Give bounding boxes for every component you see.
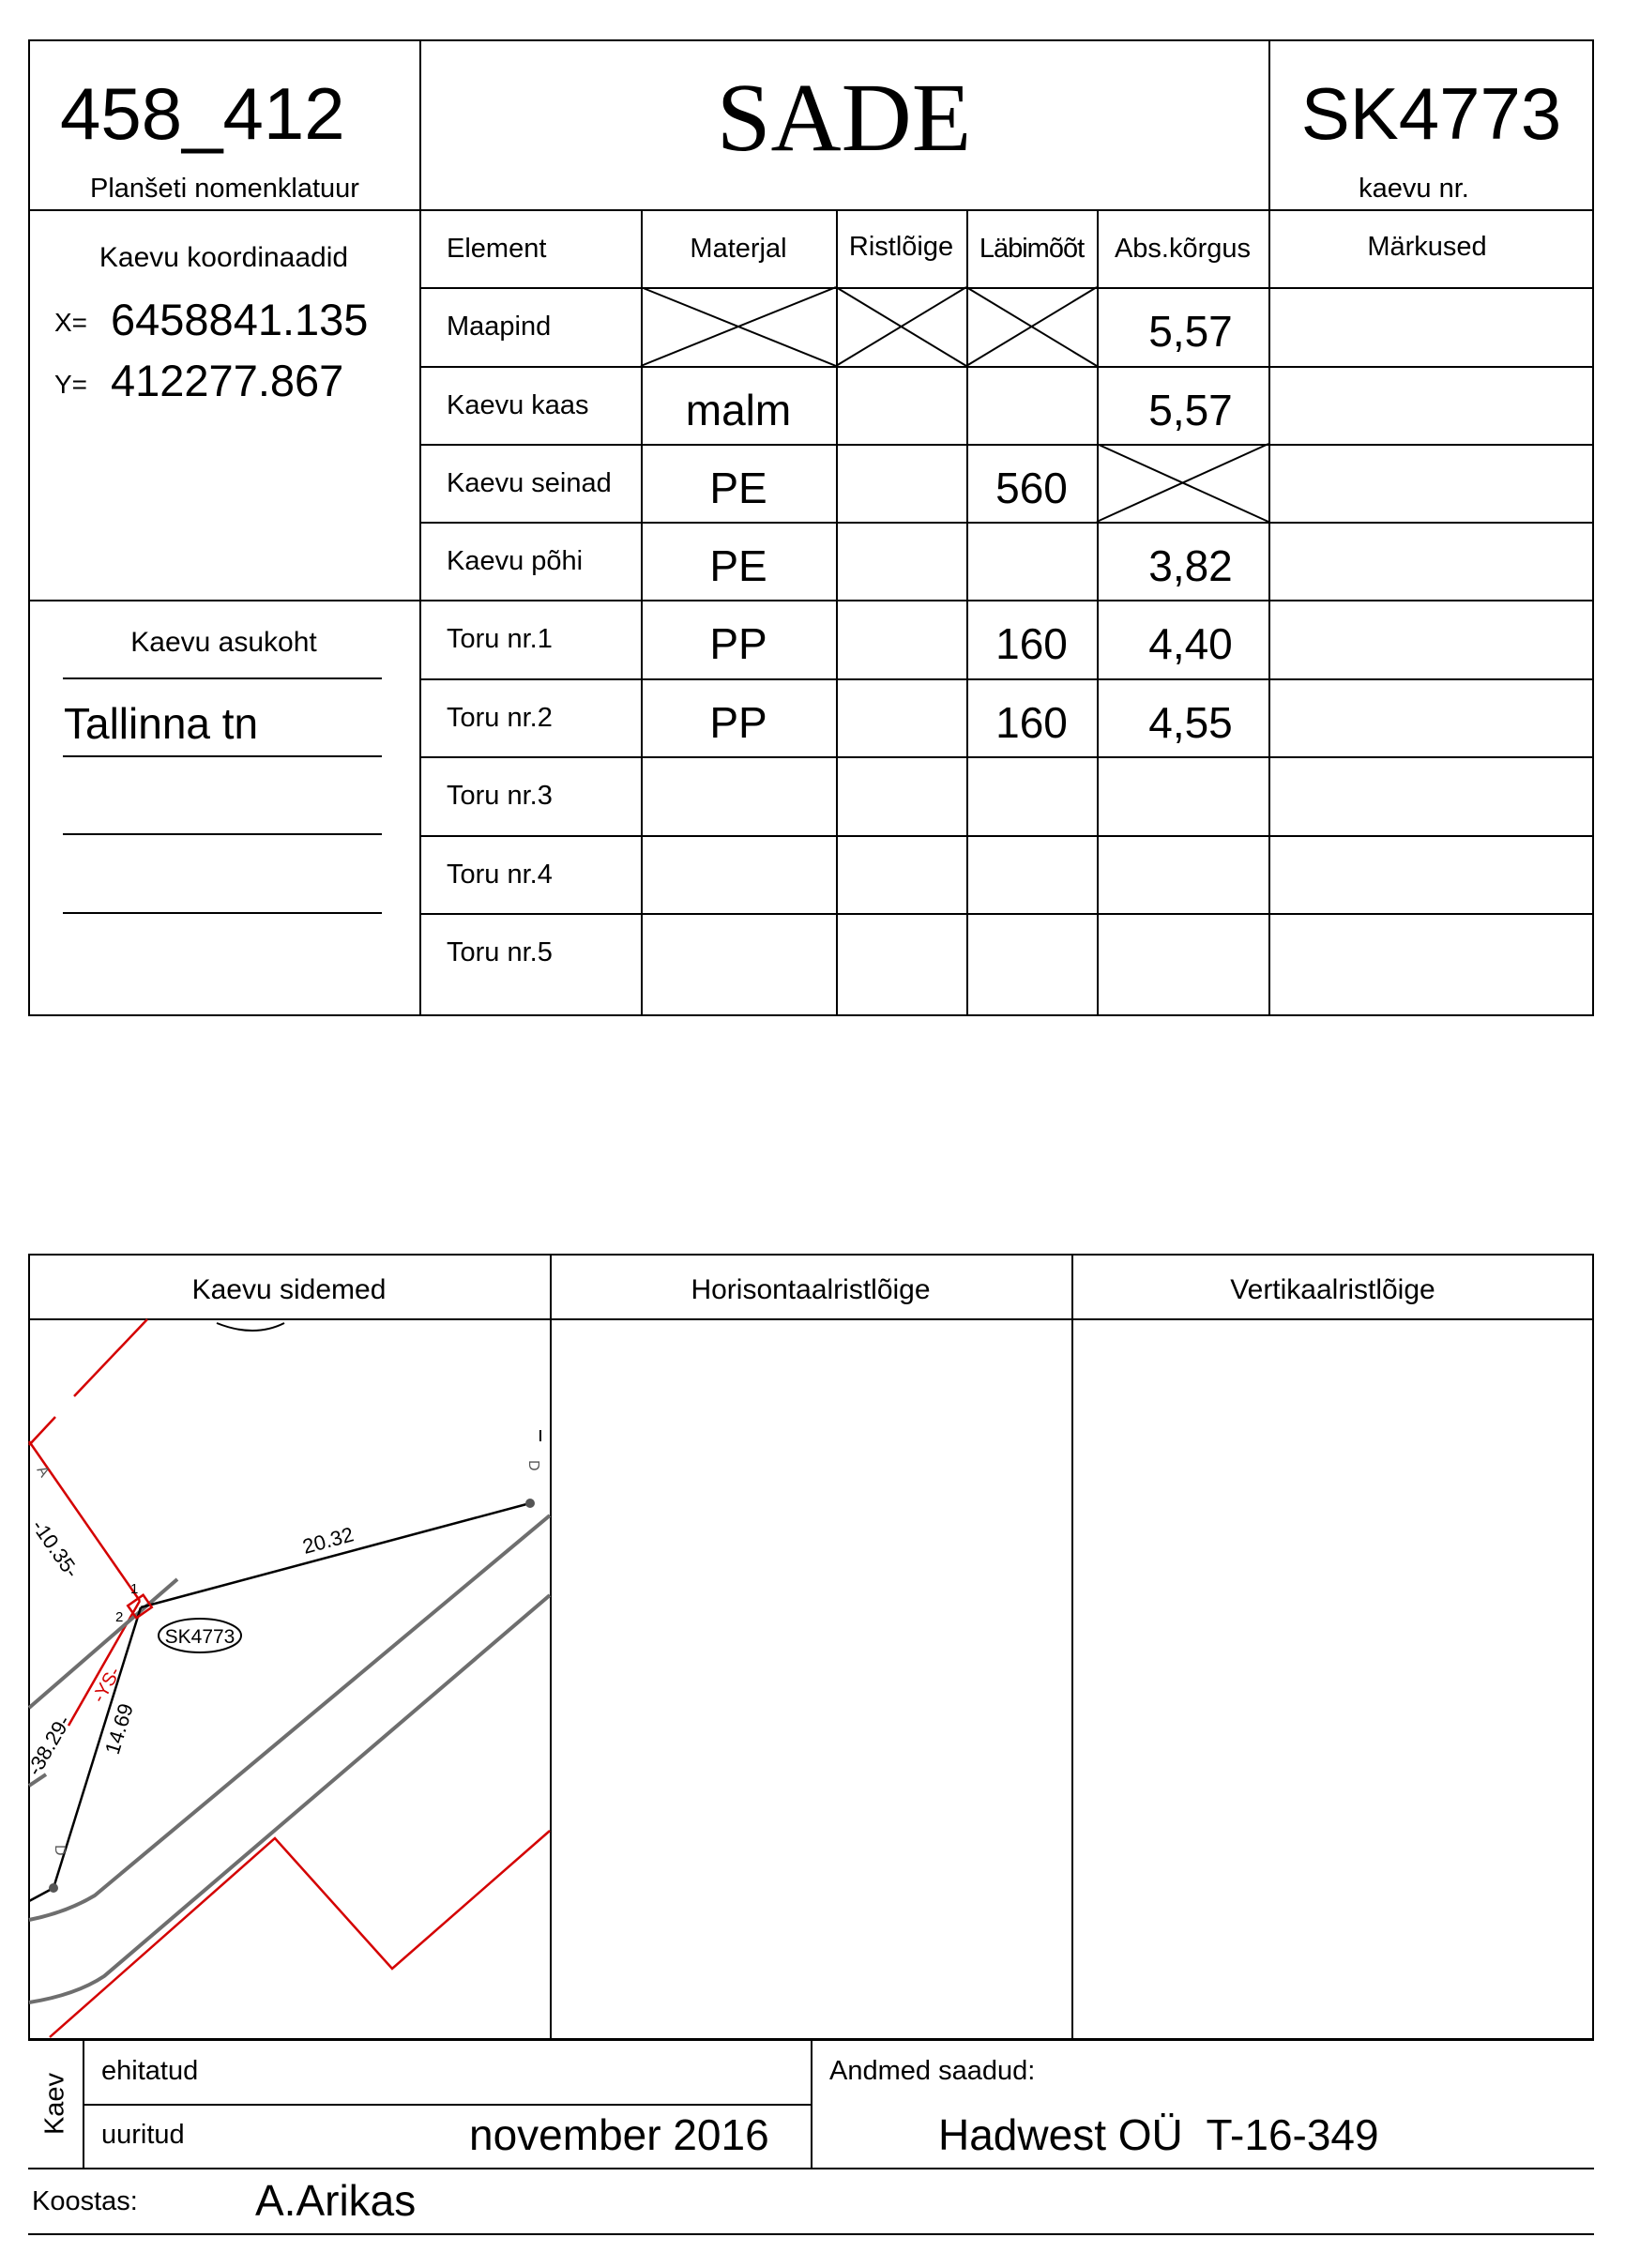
height-value: 5,57 xyxy=(1148,307,1233,356)
location-label: Kaevu asukoht xyxy=(130,627,317,658)
col-header-material: Materjal xyxy=(690,234,787,264)
x-coordinate: 6458841.135 xyxy=(111,295,369,344)
height-value: 4,40 xyxy=(1148,619,1233,668)
diameter-value: 160 xyxy=(995,698,1068,747)
footer-line-mid xyxy=(83,2104,811,2106)
col-header-cross: Ristlõige xyxy=(848,232,954,262)
col-title-horizontal: Horisontaalristlõige xyxy=(691,1274,931,1305)
author-label: Koostas: xyxy=(32,2186,138,2216)
crossed-cells xyxy=(0,0,1640,1032)
map-label-pipe: -YS- xyxy=(88,1663,126,1707)
col-header-notes: Märkused xyxy=(1367,232,1487,262)
map-label-letter: D xyxy=(52,1845,68,1856)
map-label-letter: D xyxy=(525,1460,541,1471)
diameter-value: 560 xyxy=(995,464,1068,512)
survey-point xyxy=(525,1499,535,1508)
material-value: malm xyxy=(685,386,792,434)
element-name: Kaevu põhi xyxy=(447,546,584,576)
sheet-number: 458_412 xyxy=(60,72,345,155)
element-name: Toru nr.2 xyxy=(447,703,553,733)
well-number: SK4773 xyxy=(1300,72,1562,155)
site-sketch-map xyxy=(22,1319,550,2039)
y-coordinate: 412277.867 xyxy=(111,356,344,405)
footer-line-author xyxy=(28,2233,1594,2235)
drawing-divider-1 xyxy=(550,1254,552,2040)
author-value: A.Arikas xyxy=(255,2176,417,2225)
height-value: 4,55 xyxy=(1148,698,1233,747)
col-title-ties: Kaevu sidemed xyxy=(191,1274,387,1305)
element-name: Toru nr.1 xyxy=(447,624,553,654)
built-label: ehitatud xyxy=(101,2056,199,2086)
col-title-vertical: Vertikaalristlõige xyxy=(1230,1274,1435,1305)
height-value: 3,82 xyxy=(1148,541,1233,590)
material-value: PE xyxy=(709,541,767,590)
element-name: Toru nr.5 xyxy=(447,937,553,967)
element-name: Kaevu kaas xyxy=(447,390,589,420)
sheet-label: Planšeti nomenklatuur xyxy=(90,174,359,204)
element-name: Toru nr.3 xyxy=(447,781,553,811)
height-value: 5,57 xyxy=(1148,386,1233,434)
map-label-node: 1 xyxy=(130,1581,139,1597)
location-street: Tallinna tn xyxy=(64,699,259,748)
diameter-value: 160 xyxy=(995,619,1068,668)
map-label-letter: A xyxy=(33,1463,53,1481)
map-label-well: SK4773 xyxy=(164,1626,235,1648)
footer-line-bottom xyxy=(28,2168,1594,2169)
map-label-dist: 14.69 xyxy=(99,1700,138,1758)
measured-label: uuritud xyxy=(101,2120,185,2150)
material-value: PP xyxy=(709,698,767,747)
element-name: Kaevu seinad xyxy=(447,468,612,498)
source-value: Hadwest OÜ T-16-349 xyxy=(938,2110,1379,2159)
element-name: Maapind xyxy=(447,312,552,342)
map-label-dist: -38.29- xyxy=(22,1711,76,1780)
col-header-diameter: Läbimõõt xyxy=(979,234,1085,264)
measured-date: november 2016 xyxy=(469,2110,769,2159)
material-value: PP xyxy=(709,619,767,668)
col-header-element: Element xyxy=(447,234,547,264)
col-header-height: Abs.kõrgus xyxy=(1114,234,1252,264)
footer-center-divider xyxy=(811,2039,812,2169)
map-label-node: 2 xyxy=(115,1609,124,1625)
material-value: PE xyxy=(709,464,767,512)
y-prefix: Y= xyxy=(54,370,88,399)
drawing-divider-2 xyxy=(1071,1254,1073,2040)
coordinates-label: Kaevu koordinaadid xyxy=(99,242,349,273)
document-type-title: SADE xyxy=(716,64,972,172)
side-label-kaev: Kaev xyxy=(39,2072,70,2136)
survey-point xyxy=(49,1883,58,1893)
map-label-dist: -10.35- xyxy=(26,1515,84,1582)
well-label: kaevu nr. xyxy=(1359,174,1469,204)
map-label-dist: 20.32 xyxy=(299,1522,357,1559)
source-label: Andmed saadud: xyxy=(829,2056,1036,2086)
x-prefix: X= xyxy=(54,308,88,337)
element-name: Toru nr.4 xyxy=(447,860,553,890)
